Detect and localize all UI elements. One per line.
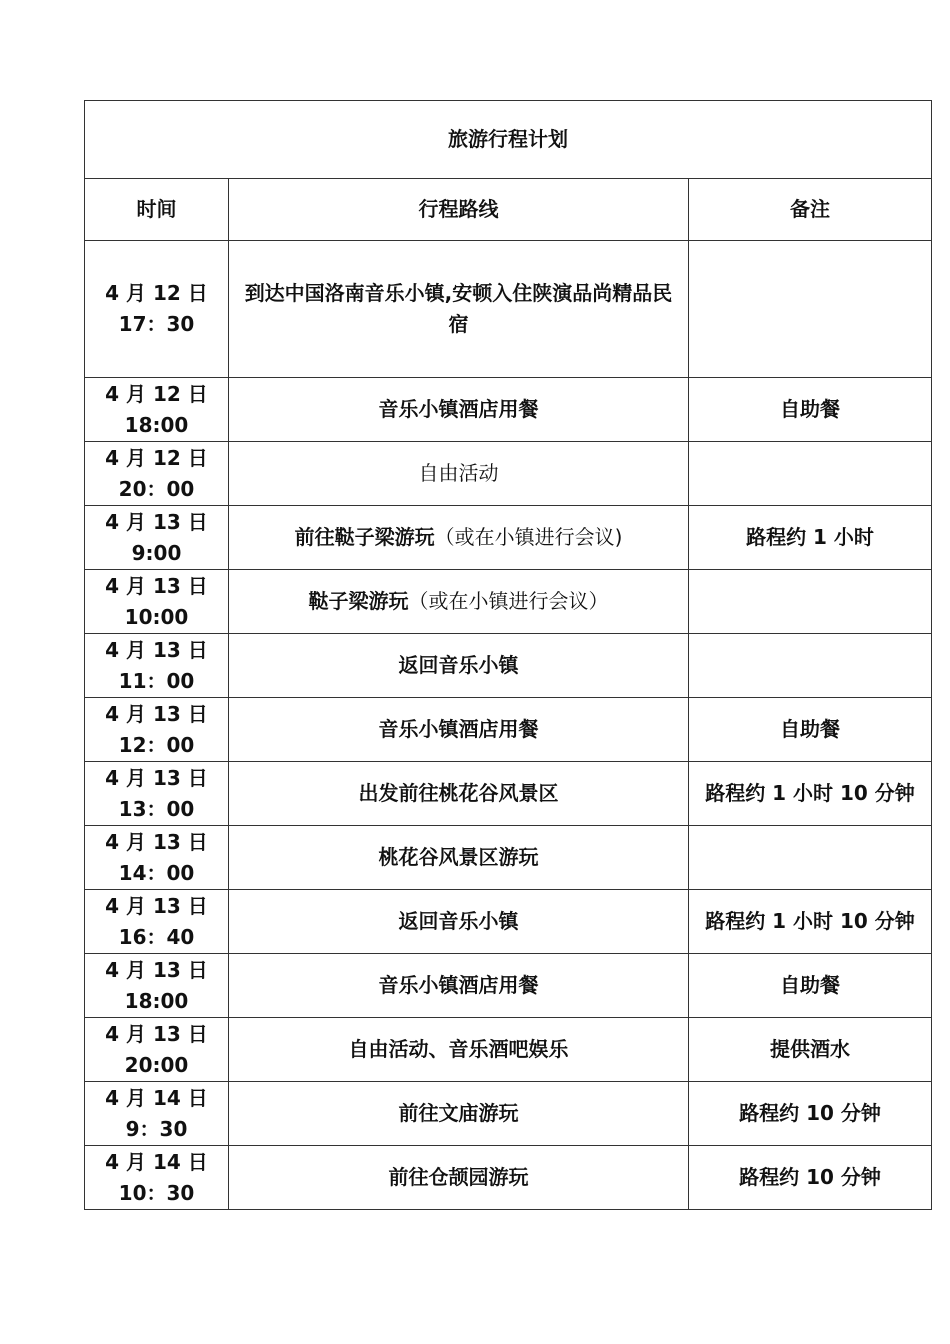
time-text: 20：00 [118,476,195,501]
date-text: 4 月 13 日 [105,573,208,598]
route-cell: 自由活动 [229,442,689,506]
route-cell: 返回音乐小镇 [229,890,689,954]
header-note: 备注 [689,179,932,241]
note-cell [689,634,932,698]
route-cell: 前往仓颉园游玩 [229,1146,689,1210]
time-text: 16：40 [118,924,195,949]
itinerary-table [84,100,932,1210]
date-text: 4 月 13 日 [105,509,208,534]
route-cell: 音乐小镇酒店用餐 [229,954,689,1018]
time-cell [85,698,229,762]
time-cell [85,1146,229,1210]
date-text: 4 月 13 日 [105,637,208,662]
table-row [85,1146,932,1210]
route-extra-text: （或在小镇进行会议) [434,525,623,549]
note-cell [689,241,932,378]
date-text: 4 月 12 日 [105,445,208,470]
time-text: 9：30 [125,1116,188,1141]
route-main-text: 前往鞑子梁游玩 [294,525,435,549]
table-row [85,442,932,506]
time-cell [85,378,229,442]
route-cell: 桃花谷风景区游玩 [229,826,689,890]
note-cell: 路程约 1 小时 10 分钟 [689,762,932,826]
route-cell: 到达中国洛南音乐小镇,安顿入住陕演品尚精品民宿 [229,241,689,378]
title-row [85,101,932,179]
route-cell [229,506,689,570]
time-text: 18:00 [124,412,189,437]
date-text: 4 月 12 日 [105,281,208,305]
date-text: 4 月 14 日 [105,1149,208,1174]
header-route: 行程路线 [229,179,689,241]
note-cell: 路程约 10 分钟 [689,1146,932,1210]
note-cell [689,826,932,890]
route-extra-text: （或在小镇进行会议） [408,589,609,613]
time-cell [85,570,229,634]
time-cell [85,442,229,506]
time-cell [85,890,229,954]
date-text: 4 月 13 日 [105,957,208,982]
time-cell [85,1082,229,1146]
note-cell: 自助餐 [689,698,932,762]
time-cell [85,762,229,826]
date-text: 4 月 13 日 [105,893,208,918]
table-row [85,890,932,954]
time-text: 14：00 [118,860,195,885]
header-row [85,179,932,241]
table-row [85,762,932,826]
note-cell: 路程约 1 小时 [689,506,932,570]
time-cell [85,241,229,378]
date-text: 4 月 13 日 [105,829,208,854]
route-main-text: 鞑子梁游玩 [308,589,409,613]
table-row [85,506,932,570]
time-cell [85,634,229,698]
route-cell [229,570,689,634]
note-cell [689,442,932,506]
date-text: 4 月 13 日 [105,765,208,790]
route-cell: 出发前往桃花谷风景区 [229,762,689,826]
date-text: 4 月 12 日 [105,381,208,406]
time-cell [85,826,229,890]
route-cell: 音乐小镇酒店用餐 [229,698,689,762]
table-row [85,698,932,762]
route-cell: 返回音乐小镇 [229,634,689,698]
time-cell [85,506,229,570]
table-row [85,826,932,890]
note-cell: 自助餐 [689,378,932,442]
note-cell: 提供酒水 [689,1018,932,1082]
time-cell [85,954,229,1018]
date-text: 4 月 14 日 [105,1085,208,1110]
time-text: 17：30 [118,312,195,336]
time-text: 10:00 [124,604,189,629]
table-row [85,1018,932,1082]
table-row [85,241,932,378]
time-text: 11：00 [118,668,195,693]
table-row [85,570,932,634]
time-text: 12：00 [118,732,195,757]
note-cell: 路程约 10 分钟 [689,1082,932,1146]
date-text: 4 月 13 日 [105,701,208,726]
table-row [85,954,932,1018]
time-text: 9:00 [131,540,182,565]
table-row [85,378,932,442]
table-title: 旅游行程计划 [85,101,932,179]
time-text: 10：30 [118,1180,195,1205]
table-row [85,1082,932,1146]
time-cell [85,1018,229,1082]
header-time: 时间 [85,179,229,241]
time-text: 18:00 [124,988,189,1013]
table-row [85,634,932,698]
note-cell [689,570,932,634]
note-cell: 自助餐 [689,954,932,1018]
note-cell: 路程约 1 小时 10 分钟 [689,890,932,954]
route-cell: 音乐小镇酒店用餐 [229,378,689,442]
route-cell: 前往文庙游玩 [229,1082,689,1146]
time-text: 20:00 [124,1052,189,1077]
time-text: 13：00 [118,796,195,821]
route-cell: 自由活动、音乐酒吧娱乐 [229,1018,689,1082]
date-text: 4 月 13 日 [105,1021,208,1046]
